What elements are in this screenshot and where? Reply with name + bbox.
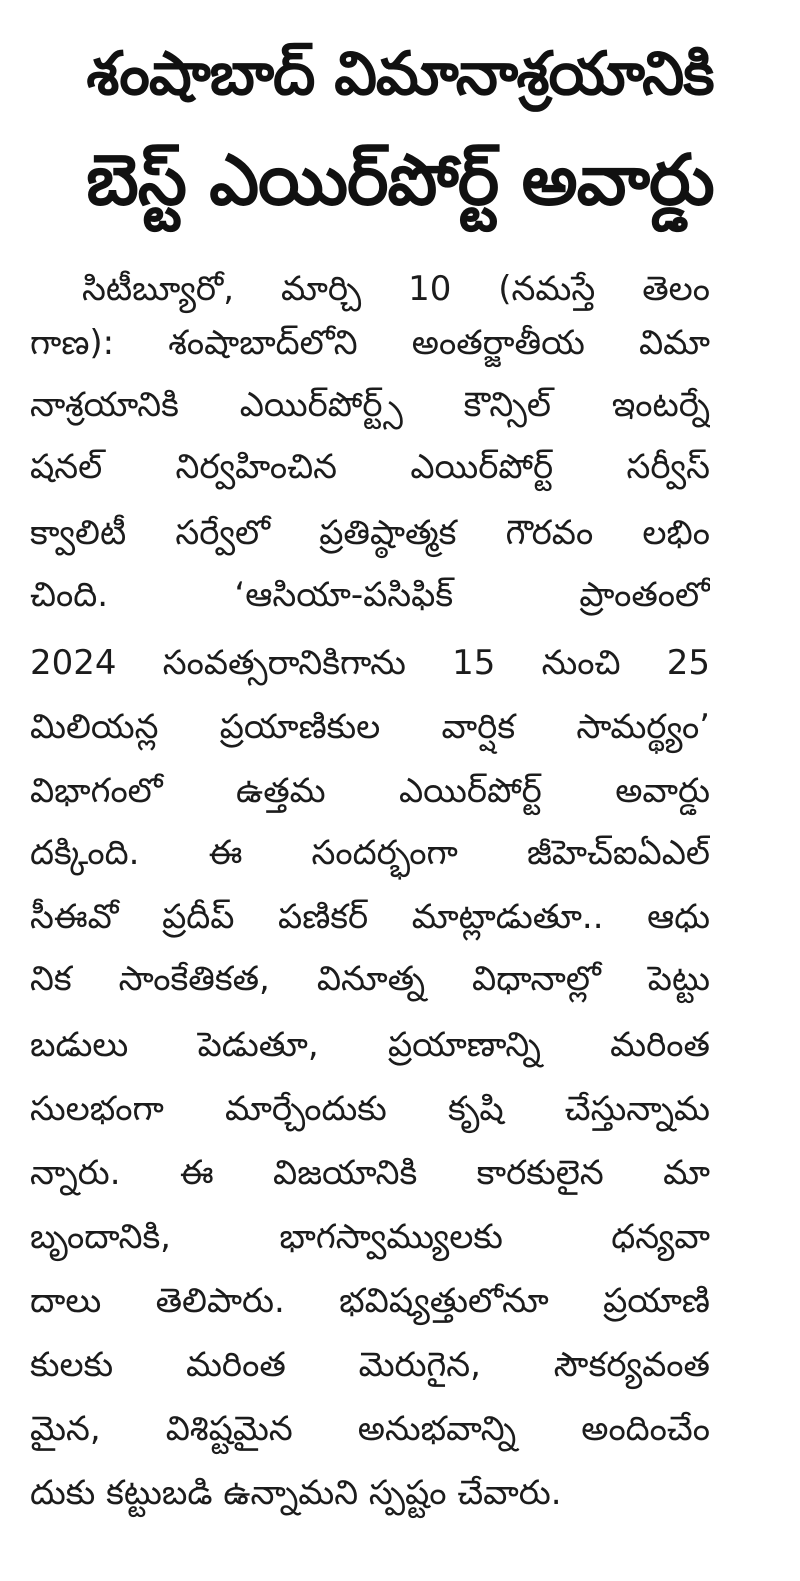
body-line: బృందానికి, భాగస్వామ్యులకు ధన్యవా xyxy=(30,1217,710,1257)
body-line: నాశ్రయానికి ఎయిర్‌పోర్ట్స్ కౌన్సిల్ ఇంటర్నే xyxy=(30,385,710,425)
body-line: మైన, విశిష్టమైన అనుభవాన్ని అందించేం xyxy=(30,1409,710,1449)
body-line: దక్కింది. ఈ సందర్భంగా జీహెచ్ఐఏఎల్ xyxy=(30,833,710,873)
body-line: కులకు మరింత మెరుగైన, సౌకర్యవంత xyxy=(30,1345,710,1385)
body-line: సులభంగా మార్చేందుకు కృషి చేస్తున్నామ xyxy=(30,1089,710,1129)
body-line: విభాగంలో ఉత్తమ ఎయిర్‌పోర్ట్ అవార్డు xyxy=(30,771,710,811)
body-line: నిక సాంకేతికత, వినూత్న విధానాల్లో పెట్టు xyxy=(30,959,710,999)
headline-line-2: బెస్ట్ ఎయిర్‌పోర్ట్ అవార్డు xyxy=(86,139,714,221)
body-line: షనల్ నిర్వహించిన ఎయిర్‌పోర్ట్ సర్వీస్ xyxy=(30,447,710,487)
body-line: సిటీబ్యూరో, మార్చి 10 (నమస్తే తెలం xyxy=(82,269,710,309)
body-line: దుకు కట్టుబడి ఉన్నామని స్పష్టం చేవారు. xyxy=(30,1473,562,1513)
body-line: 2024 సంవత్సరానికిగాను 15 నుంచి 25 xyxy=(30,643,710,683)
body-line: మిలియన్ల ప్రయాణికుల వార్షిక సామర్థ్యం’ xyxy=(30,707,710,747)
body-line: గాణ): శంషాబాద్‌లోని అంతర్జాతీయ విమా xyxy=(30,323,710,363)
body-line: సీఈవో ప్రదీప్ పణికర్ మాట్లాడుతూ.. ఆధు xyxy=(30,897,710,937)
headline-line-1: శంషాబాద్ విమానాశ్రయానికి xyxy=(86,39,714,109)
body-line: క్వాలిటీ సర్వేలో ప్రతిష్ఠాత్మక గౌరవం లభిం xyxy=(30,513,710,553)
body-line: బడులు పెడుతూ, ప్రయాణాన్ని మరింత xyxy=(30,1025,710,1065)
body-line: దాలు తెలిపారు. భవిష్యత్తులోనూ ప్రయాణి xyxy=(30,1281,710,1321)
body-line: చింది. ‘ఆసియా-పసిఫిక్ ప్రాంతంలో xyxy=(30,575,710,615)
body-line: న్నారు. ఈ విజయానికి కారకులైన మా xyxy=(30,1153,710,1193)
